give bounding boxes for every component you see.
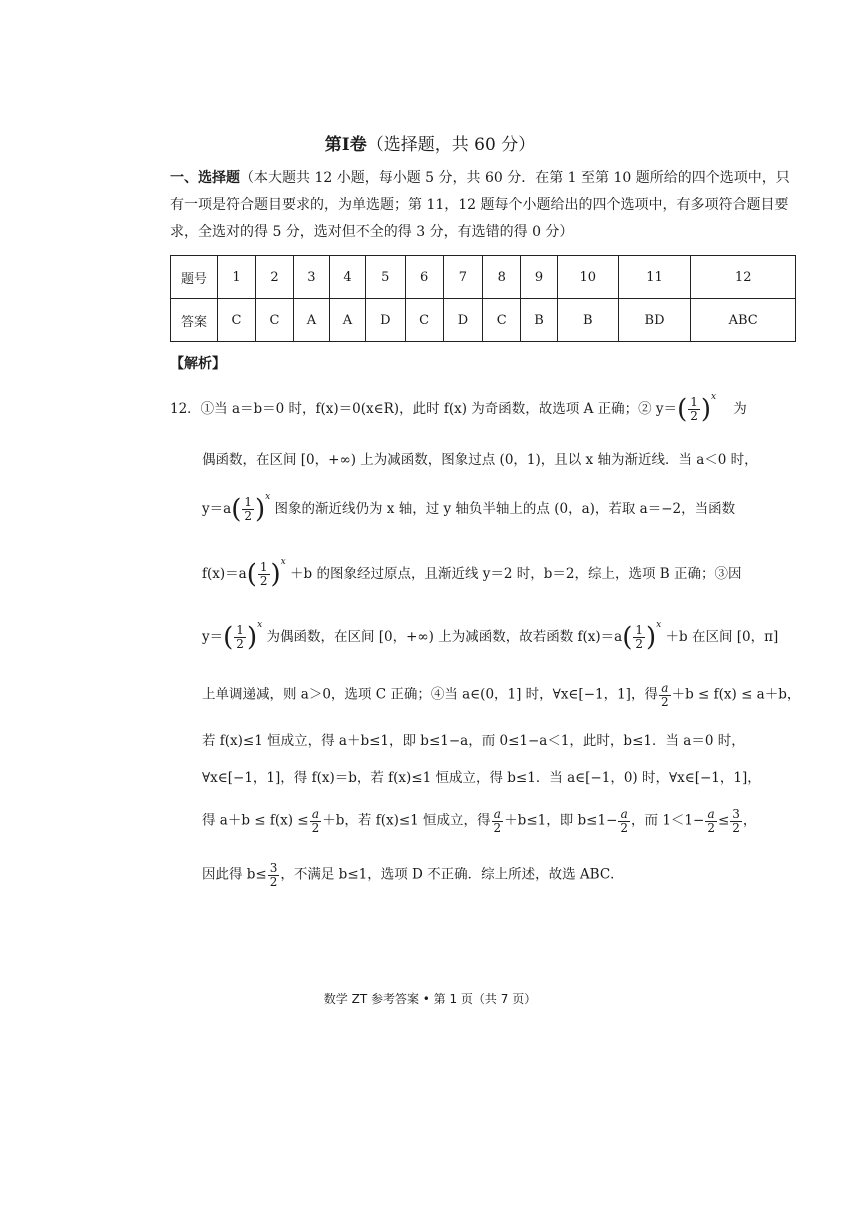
answer-cell: D (365, 299, 405, 342)
section-intro (170, 165, 798, 246)
answer-cell: B (557, 299, 618, 342)
section-text: （本大题共 12 小题，每小题 5 分，共 60 分．在第 1 至第 10 题所给的四个选项中，只有一项是符合题目要求的，为单选题；第 11，12 题每个小题给出的四个选项中，有多项符合题目要求，全选对的得 5 分，选对但不全的得 3 分，有选错的得 0 分） (170, 170, 790, 240)
solution-text: ＋b≤1，即 b≤1− (504, 812, 618, 829)
fraction-a-half: $\frac{a}{2}$ (660, 681, 669, 709)
answer-cell: C (255, 299, 293, 342)
answer-cell: D (443, 299, 483, 342)
solution-text: 因此得 b≤ (202, 866, 267, 883)
analysis-heading: 【解析】 (170, 356, 226, 372)
solution-line-9 (202, 808, 756, 834)
answer-cell: BD (618, 299, 691, 342)
solution-text: f(x)＝a (202, 566, 247, 582)
solution-text: 得 a＋b ≤ f(x) ≤ (202, 812, 309, 829)
solution-line-7: 若 f(x)≤1 恒成立，得 a＋b≤1，即 b≤1−a，而 0≤1−a＜1，此时，b≤1．当 a＝0 时， (202, 733, 745, 749)
question-number: 5 (365, 256, 405, 299)
title-rest: （选择题，共 60 分） (366, 135, 536, 155)
answer-cell: A (329, 299, 365, 342)
solution-text: 图象的渐近线仍为 x 轴，过 y 轴负半轴上的点 (0，a)，若取 a＝−2，当函数 (274, 501, 736, 517)
question-number: 4 (329, 256, 365, 299)
solution-line-6 (202, 682, 800, 708)
fraction-three-half: $\frac{3}{2}$ (732, 807, 740, 835)
solution-line-8: ∀x∈[−1，1]，得 f(x)＝b，若 f(x)≤1 恒成立，得 b≤1．当 a∈[−1，0) 时，∀x∈[−1，1]， (202, 770, 761, 786)
answer-table (170, 255, 796, 342)
table-row-numbers (171, 256, 796, 299)
solution-text: ＋b 的图象经过原点，且渐近线 y＝2 时，b＝2，综上，选项 B 正确；③因 (290, 566, 742, 582)
question-number: 6 (405, 256, 443, 299)
row-label-answers: 答案 (171, 299, 218, 342)
solution-text: ≤ (717, 812, 730, 829)
fraction-a-half: $\frac{a}{2}$ (493, 807, 502, 835)
solution-text: ＋b 在区间 [0，π] (665, 629, 779, 645)
solution-text: ，不满足 b≤1，选项 D 不正确．综上所述，故选 ABC． (280, 866, 624, 883)
solution-text: ＋b，若 f(x)≤1 恒成立，得 (322, 812, 491, 829)
solution-line-4: f(x)＝a( $\frac{1}{2}$ )$^x$ ＋b 的图象经过原点，且渐近线 y＝2 时，b＝2，综上，选项 B 正确；③因 (202, 557, 742, 590)
question-number: 9 (521, 256, 558, 299)
solution-line-2: 偶函数，在区间 [0，+∞) 上为减函数，图象过点 (0，1)，且以 x 轴为渐近线．当 a＜0 时， (202, 452, 758, 468)
solution-line-1: 12．①当 a＝b＝0 时，f(x)＝0(x∈R)，此时 f(x) 为奇函数，故选项 A 正确；② y＝( $\frac{1}{2}$ )$^x$ 为 (170, 392, 747, 425)
solution-text: 上单调递减，则 a＞0，选项 C 正确；④当 a∈(0，1] 时，∀x∈[−1，1]，得 (202, 686, 658, 703)
section-title (0, 130, 860, 155)
fraction-a-half: $\frac{a}{2}$ (707, 807, 715, 835)
question-number: 12 (691, 256, 796, 299)
solution-text: 为 (733, 401, 747, 417)
fraction-half: $\frac{1}{2}$ (259, 560, 268, 588)
question-number: 1 (218, 256, 256, 299)
fraction-a-half: $\frac{a}{2}$ (311, 807, 320, 835)
question-number: 10 (557, 256, 618, 299)
row-label-numbers: 题号 (171, 256, 218, 299)
fraction-half: $\frac{1}{2}$ (244, 495, 252, 523)
fraction-a-half: $\frac{a}{2}$ (620, 807, 629, 835)
solution-line-10 (202, 862, 624, 888)
answer-cell: C (405, 299, 443, 342)
solution-line-3: y＝a( $\frac{1}{2}$ )$^x$ 图象的渐近线仍为 x 轴，过 y 轴负半轴上的点 (0，a)，若取 a＝−2，当函数 (202, 492, 736, 525)
answer-cell: B (521, 299, 558, 342)
solution-text: 为偶函数，在区间 [0，+∞) 上为减函数，故若函数 f(x)＝a (266, 629, 623, 645)
page-footer: 数学 ZT 参考答案 • 第 1 页（共 7 页） (323, 992, 537, 1006)
fraction-half: $\frac{1}{2}$ (635, 623, 644, 651)
question-number: 7 (443, 256, 483, 299)
question-number: 11 (618, 256, 691, 299)
question-number: 2 (255, 256, 293, 299)
answer-cell: A (293, 299, 329, 342)
fraction-three-half: $\frac{3}{2}$ (269, 861, 278, 889)
title-strong: 第Ⅰ卷 (324, 135, 367, 155)
solution-text: y＝ (202, 629, 224, 645)
fraction-half: $\frac{1}{2}$ (236, 623, 244, 651)
solution-text: y＝a (202, 501, 232, 517)
answer-cell: C (218, 299, 256, 342)
solution-text: ，而 1＜1− (631, 812, 705, 829)
question-number: 3 (293, 256, 329, 299)
solution-text: ， (742, 812, 757, 829)
solution-text: ＋b ≤ f(x) ≤ a＋b， (671, 686, 801, 703)
section-lead: 一、选择题 (170, 170, 240, 186)
solution-text: 12．①当 a＝b＝0 时，f(x)＝0(x∈R)，此时 f(x) 为奇函数，故选项 A 正确；② y＝ (170, 401, 678, 417)
answer-cell: ABC (691, 299, 796, 342)
solution-line-5: y＝( $\frac{1}{2}$ )$^x$ 为偶函数，在区间 [0，+∞) 上为减函数，故若函数 f(x)＝a( $\frac{1}{2}$ )$^x$ ＋b 在区间 [0，π] (202, 620, 779, 653)
table-row-answers (171, 299, 796, 342)
answer-cell: C (483, 299, 521, 342)
fraction-half: $\frac{1}{2}$ (690, 395, 698, 423)
question-number: 8 (483, 256, 521, 299)
